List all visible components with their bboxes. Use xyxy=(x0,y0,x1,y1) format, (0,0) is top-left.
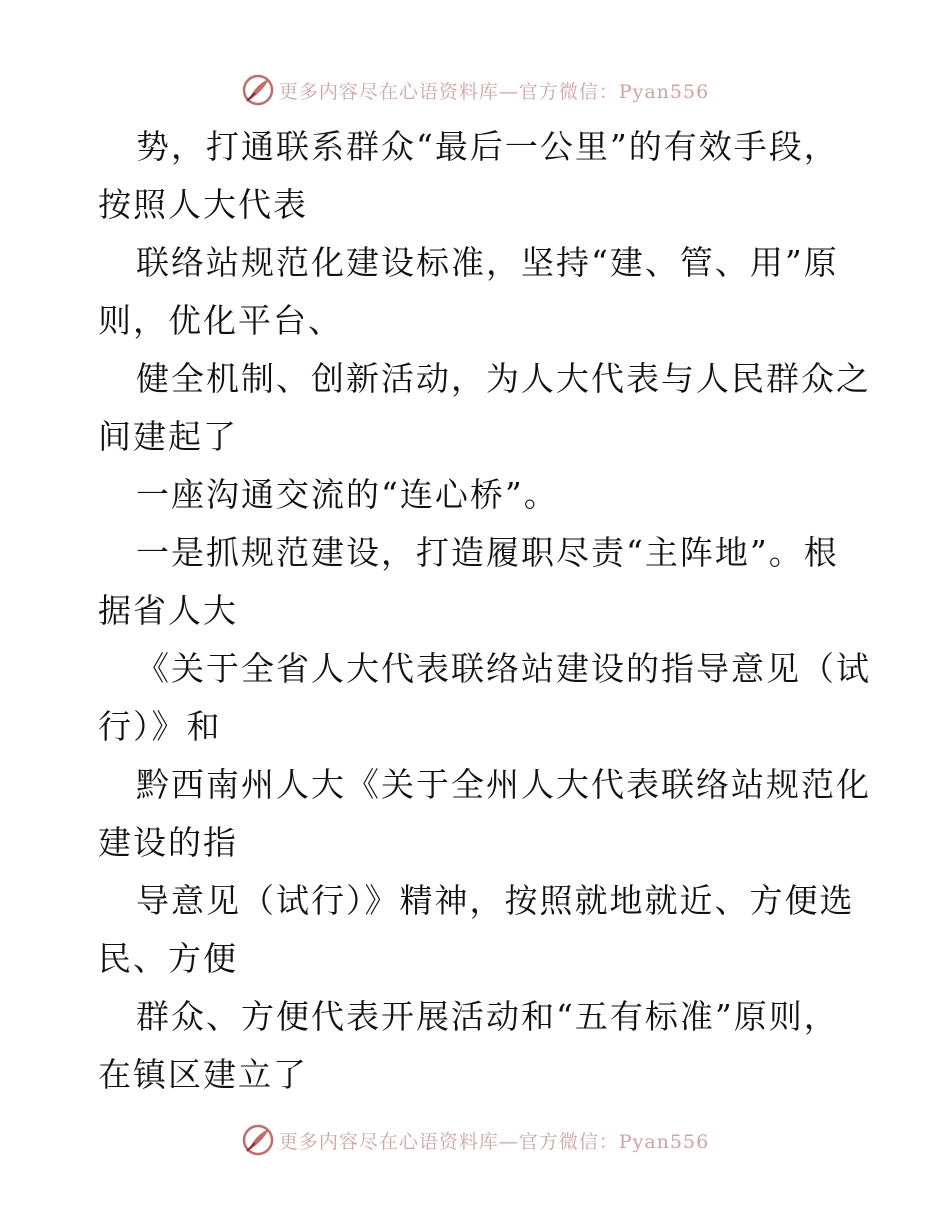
text-line: 群众、方便代表开展活动和“五有标准”原则， xyxy=(136,997,839,1036)
text-line: 行）》和 xyxy=(98,707,222,746)
text-line: 联络站规范化建设标准，坚持“建、管、用”原 xyxy=(136,243,839,282)
watermark-text: 更多内容尽在心语资料库—官方微信：Pyan556 xyxy=(278,80,710,103)
paragraph xyxy=(98,872,858,988)
text-line: 则，优化平台、 xyxy=(98,301,343,340)
header-watermark xyxy=(0,70,950,110)
text-line: 按照人大代表 xyxy=(98,185,308,224)
text-line: 建设的指 xyxy=(98,823,238,862)
paragraph xyxy=(98,756,871,872)
document-body xyxy=(98,118,871,1104)
text-line: 民、方便 xyxy=(98,939,238,978)
text-line: 间建起了 xyxy=(98,417,238,456)
text-line: 据省人大 xyxy=(98,591,238,630)
footer-watermark xyxy=(0,1120,950,1160)
paragraph xyxy=(98,524,858,640)
paragraph xyxy=(98,118,858,234)
feather-pen-logo-icon xyxy=(241,1123,275,1157)
feather-pen-logo-icon xyxy=(241,73,275,107)
text-line: 《关于全省人大代表联络站建设的指导意见（试 xyxy=(136,649,871,688)
paragraph xyxy=(98,350,871,466)
text-line: 在镇区建立了 xyxy=(98,1055,308,1094)
paragraph xyxy=(98,234,858,350)
text-line: 一座沟通交流的“连心桥”。 xyxy=(136,475,559,514)
text-line: 一是抓规范建设，打造履职尽责“主阵地”。根 xyxy=(136,533,839,572)
text-line: 健全机制、创新活动，为人大代表与人民群众之 xyxy=(136,359,871,398)
paragraph xyxy=(98,988,858,1104)
text-line: 导意见（试行）》精神，按照就地就近、方便选 xyxy=(136,881,855,920)
paragraph xyxy=(98,466,858,524)
text-line: 势，打通联系群众“最后一公里”的有效手段， xyxy=(136,127,839,166)
text-line: 黔西南州人大《关于全州人大代表联络站规范化 xyxy=(136,765,871,804)
watermark-text: 更多内容尽在心语资料库—官方微信：Pyan556 xyxy=(278,1130,710,1153)
paragraph xyxy=(98,640,871,756)
